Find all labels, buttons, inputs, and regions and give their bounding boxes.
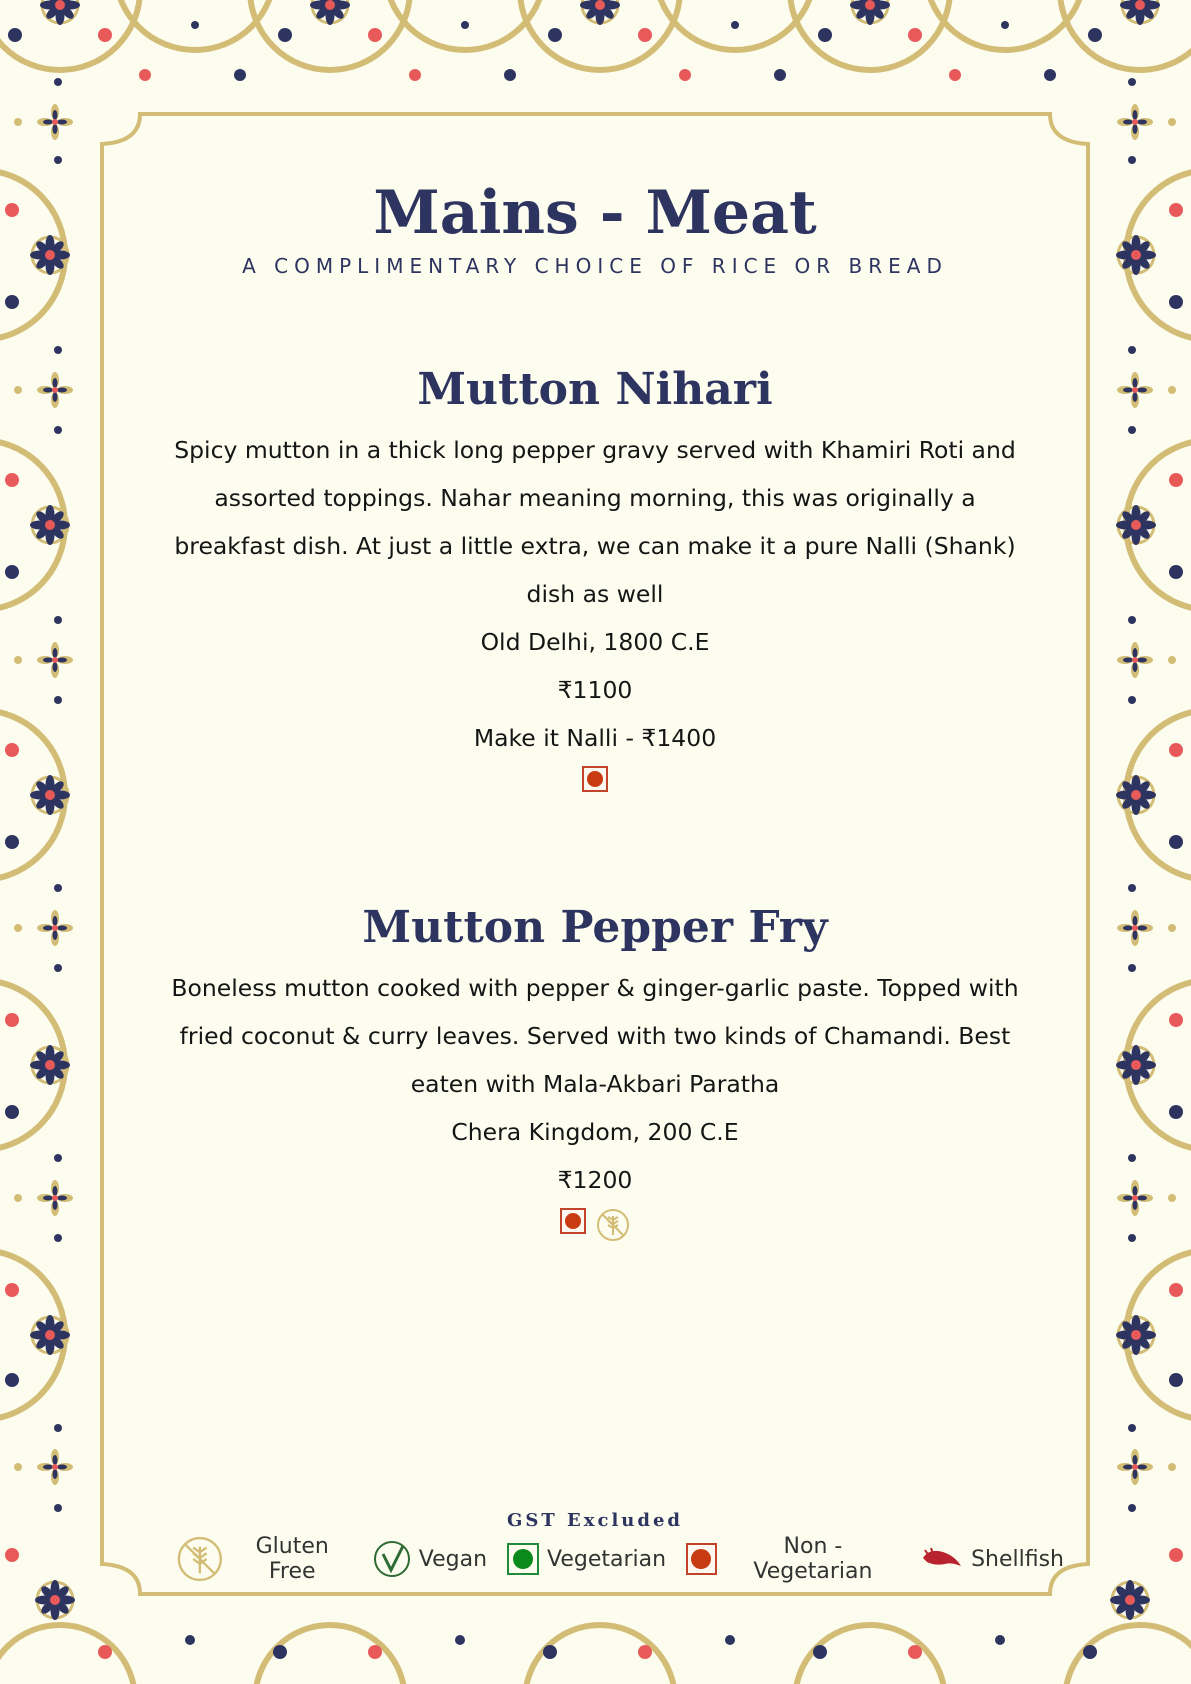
dish-icons	[160, 766, 1030, 792]
gluten-free-icon	[596, 1208, 630, 1242]
gluten-free-icon	[176, 1534, 224, 1584]
dietary-legend	[176, 1534, 1076, 1584]
dish-origin: Chera Kingdom, 200 C.E	[451, 1118, 739, 1146]
dish-price: ₹1100	[557, 676, 633, 704]
dish-description: Spicy mutton in a thick long pepper gravy served with Khamiri Roti and assorted toppings. Nahar meaning morning, this was originally a breakfast dish. At just a little extra, we can make it a pure Nalli (Shank) dish as well	[174, 436, 1016, 608]
vegan-icon	[373, 1540, 411, 1578]
dish-mutton-nihari	[160, 362, 1030, 792]
page-title: Mains - Meat	[373, 178, 817, 248]
dish-extra-option: Make it Nalli - ₹1400	[473, 724, 717, 752]
legend-non-vegetarian	[686, 1534, 901, 1584]
gst-note: GST Excluded	[507, 1510, 683, 1531]
dish-origin: Old Delhi, 1800 C.E	[480, 628, 710, 656]
legend-label: Shellfish	[971, 1546, 1064, 1572]
non-veg-icon	[582, 766, 608, 792]
page-subtitle: A COMPLIMENTARY CHOICE OF RICE OR BREAD	[242, 254, 948, 278]
menu-panel	[100, 112, 1090, 1596]
shellfish-icon	[921, 1546, 963, 1572]
legend-label: Non - Vegetarian	[753, 1534, 873, 1584]
legend-vegetarian	[507, 1543, 666, 1575]
non-veg-icon	[560, 1208, 586, 1234]
legend-label: Gluten Free	[255, 1534, 329, 1584]
dish-name: Mutton Nihari	[417, 364, 773, 415]
legend-gluten-free	[176, 1534, 353, 1584]
panel-frame	[100, 112, 1090, 1596]
legend-vegan	[373, 1540, 487, 1578]
dish-icons	[160, 1208, 1030, 1242]
non-veg-icon	[686, 1543, 717, 1575]
dish-name: Mutton Pepper Fry	[362, 902, 828, 953]
dish-mutton-pepper-fry	[160, 900, 1030, 1242]
dish-price: ₹1200	[557, 1166, 633, 1194]
dish-description: Boneless mutton cooked with pepper & ginger-garlic paste. Topped with fried coconut & curry leaves. Served with two kinds of Chamandi. Best eaten with Mala-Akbari Paratha	[171, 974, 1019, 1098]
legend-label: Vegetarian	[547, 1546, 667, 1572]
legend-shellfish	[921, 1546, 1064, 1572]
legend-label: Vegan	[418, 1546, 488, 1572]
vegetarian-icon	[507, 1543, 539, 1575]
